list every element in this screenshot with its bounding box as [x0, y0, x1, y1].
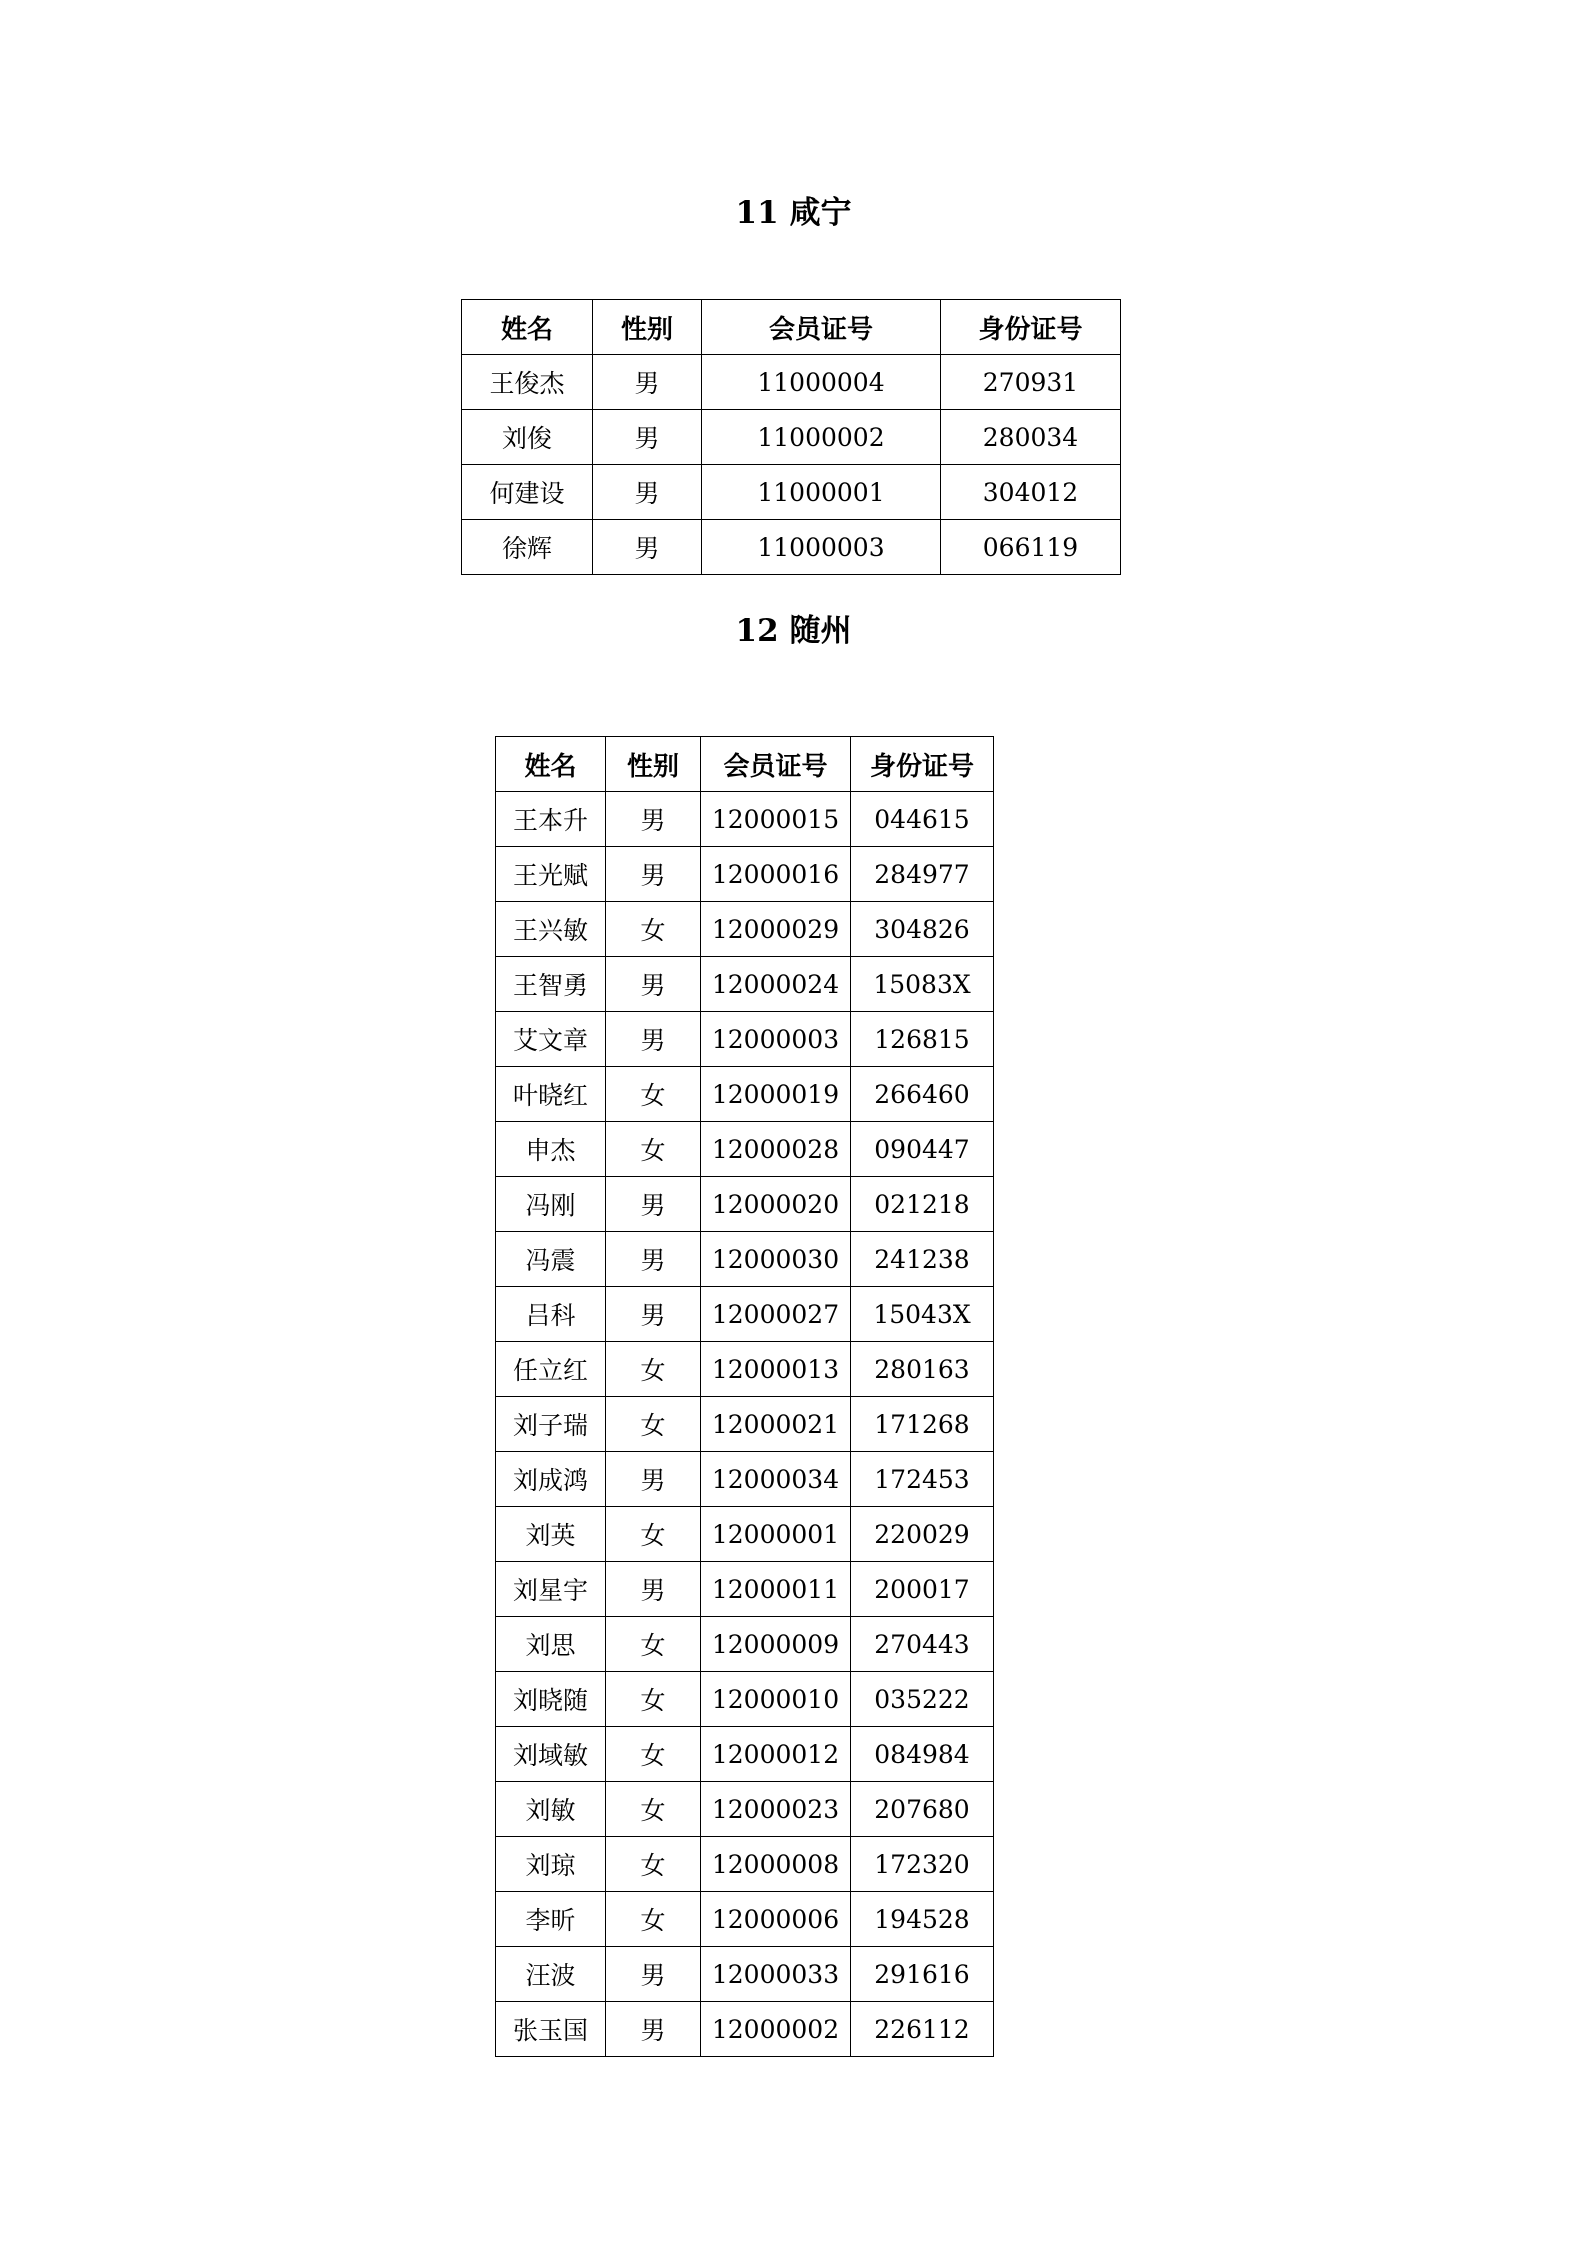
table-row	[496, 847, 994, 902]
cell-member-id: 12000021	[701, 1397, 851, 1452]
table-row	[496, 1122, 994, 1177]
cell-gender: 男	[593, 520, 702, 575]
cell-member-id: 11000004	[702, 355, 941, 410]
cell-name: 刘晓随	[496, 1672, 606, 1727]
cell-gender: 女	[606, 1727, 701, 1782]
cell-id-number: 270931	[941, 355, 1121, 410]
table-row	[496, 1837, 994, 1892]
table-header-row	[496, 737, 994, 792]
cell-member-id: 12000028	[701, 1122, 851, 1177]
table-row	[496, 902, 994, 957]
cell-member-id: 12000027	[701, 1287, 851, 1342]
cell-name: 冯刚	[496, 1177, 606, 1232]
table-row	[496, 1562, 994, 1617]
table-row	[496, 1452, 994, 1507]
cell-id-number: 270443	[851, 1617, 994, 1672]
table-row	[496, 957, 994, 1012]
cell-name: 刘星宇	[496, 1562, 606, 1617]
cell-name: 申杰	[496, 1122, 606, 1177]
cell-member-id: 12000012	[701, 1727, 851, 1782]
cell-name: 刘成鸿	[496, 1452, 606, 1507]
cell-gender: 男	[593, 355, 702, 410]
cell-id-number: 15043X	[851, 1287, 994, 1342]
section-title-xianning: 11 咸宁	[735, 195, 852, 231]
cell-member-id: 12000030	[701, 1232, 851, 1287]
cell-gender: 女	[606, 1397, 701, 1452]
cell-id-number: 226112	[851, 2002, 994, 2057]
cell-id-number: 284977	[851, 847, 994, 902]
cell-member-id: 12000003	[701, 1012, 851, 1067]
cell-id-number: 220029	[851, 1507, 994, 1562]
table-row	[496, 1727, 994, 1782]
cell-gender: 女	[606, 1617, 701, 1672]
header-gender: 性别	[606, 737, 701, 792]
table-row	[496, 1507, 994, 1562]
cell-gender: 男	[606, 1562, 701, 1617]
header-id-number: 身份证号	[851, 737, 994, 792]
table-header-row	[462, 300, 1121, 355]
header-id-number: 身份证号	[941, 300, 1121, 355]
cell-gender: 男	[606, 847, 701, 902]
cell-gender: 男	[606, 1452, 701, 1507]
cell-gender: 男	[606, 1177, 701, 1232]
cell-member-id: 12000010	[701, 1672, 851, 1727]
cell-name: 王智勇	[496, 957, 606, 1012]
table-row	[496, 1287, 994, 1342]
cell-member-id: 12000013	[701, 1342, 851, 1397]
cell-member-id: 12000015	[701, 792, 851, 847]
table-row	[462, 520, 1121, 575]
table-row	[496, 1947, 994, 2002]
cell-name: 王俊杰	[462, 355, 593, 410]
cell-id-number: 044615	[851, 792, 994, 847]
cell-name: 张玉国	[496, 2002, 606, 2057]
cell-name: 李昕	[496, 1892, 606, 1947]
cell-member-id: 12000011	[701, 1562, 851, 1617]
cell-id-number: 126815	[851, 1012, 994, 1067]
cell-id-number: 291616	[851, 1947, 994, 2002]
cell-name: 汪波	[496, 1947, 606, 2002]
cell-id-number: 171268	[851, 1397, 994, 1452]
cell-gender: 男	[593, 465, 702, 520]
cell-gender: 女	[606, 1342, 701, 1397]
cell-gender: 女	[606, 902, 701, 957]
cell-gender: 女	[606, 1122, 701, 1177]
cell-name: 刘俊	[462, 410, 593, 465]
cell-gender: 女	[606, 1837, 701, 1892]
cell-gender: 女	[606, 1782, 701, 1837]
cell-name: 吕科	[496, 1287, 606, 1342]
cell-id-number: 280034	[941, 410, 1121, 465]
cell-member-id: 12000033	[701, 1947, 851, 2002]
cell-name: 刘琼	[496, 1837, 606, 1892]
cell-id-number: 084984	[851, 1727, 994, 1782]
table-row	[496, 1892, 994, 1947]
cell-gender: 男	[606, 1232, 701, 1287]
cell-member-id: 12000034	[701, 1452, 851, 1507]
cell-id-number: 207680	[851, 1782, 994, 1837]
cell-gender: 男	[606, 1012, 701, 1067]
cell-gender: 男	[606, 2002, 701, 2057]
cell-name: 刘敏	[496, 1782, 606, 1837]
cell-gender: 男	[606, 1287, 701, 1342]
table-row	[462, 355, 1121, 410]
table-row	[496, 1672, 994, 1727]
cell-id-number: 266460	[851, 1067, 994, 1122]
table-row	[496, 1012, 994, 1067]
section-title-suizhou: 12 随州	[735, 613, 852, 649]
header-member-id: 会员证号	[701, 737, 851, 792]
cell-id-number: 090447	[851, 1122, 994, 1177]
cell-id-number: 172320	[851, 1837, 994, 1892]
cell-name: 徐辉	[462, 520, 593, 575]
cell-name: 王光赋	[496, 847, 606, 902]
cell-member-id: 12000020	[701, 1177, 851, 1232]
cell-name: 刘思	[496, 1617, 606, 1672]
cell-id-number: 172453	[851, 1452, 994, 1507]
table-row	[496, 1617, 994, 1672]
cell-member-id: 12000008	[701, 1837, 851, 1892]
cell-name: 叶晓红	[496, 1067, 606, 1122]
cell-name: 冯震	[496, 1232, 606, 1287]
cell-gender: 女	[606, 1067, 701, 1122]
cell-member-id: 12000029	[701, 902, 851, 957]
cell-id-number: 035222	[851, 1672, 994, 1727]
cell-id-number: 280163	[851, 1342, 994, 1397]
cell-name: 刘子瑞	[496, 1397, 606, 1452]
cell-member-id: 12000002	[701, 2002, 851, 2057]
cell-id-number: 021218	[851, 1177, 994, 1232]
table-row	[496, 792, 994, 847]
header-gender: 性别	[593, 300, 702, 355]
cell-gender: 男	[606, 1947, 701, 2002]
header-name: 姓名	[462, 300, 593, 355]
cell-id-number: 066119	[941, 520, 1121, 575]
cell-id-number: 194528	[851, 1892, 994, 1947]
cell-name: 刘域敏	[496, 1727, 606, 1782]
cell-gender: 女	[606, 1672, 701, 1727]
cell-gender: 男	[606, 957, 701, 1012]
cell-name: 任立红	[496, 1342, 606, 1397]
cell-id-number: 241238	[851, 1232, 994, 1287]
member-table-suizhou	[495, 736, 994, 2057]
cell-member-id: 11000003	[702, 520, 941, 575]
cell-id-number: 304826	[851, 902, 994, 957]
cell-member-id: 11000001	[702, 465, 941, 520]
table-row	[462, 410, 1121, 465]
cell-member-id: 12000024	[701, 957, 851, 1012]
cell-member-id: 12000016	[701, 847, 851, 902]
cell-member-id: 12000009	[701, 1617, 851, 1672]
cell-member-id: 12000006	[701, 1892, 851, 1947]
table-row	[496, 1232, 994, 1287]
cell-id-number: 304012	[941, 465, 1121, 520]
cell-gender: 男	[593, 410, 702, 465]
table-row	[496, 2002, 994, 2057]
cell-id-number: 15083X	[851, 957, 994, 1012]
cell-gender: 男	[606, 792, 701, 847]
cell-member-id: 12000019	[701, 1067, 851, 1122]
table-row	[496, 1177, 994, 1232]
cell-name: 王本升	[496, 792, 606, 847]
cell-member-id: 12000023	[701, 1782, 851, 1837]
cell-name: 艾文章	[496, 1012, 606, 1067]
header-member-id: 会员证号	[702, 300, 941, 355]
table-row	[496, 1342, 994, 1397]
cell-member-id: 11000002	[702, 410, 941, 465]
cell-name: 何建设	[462, 465, 593, 520]
cell-gender: 女	[606, 1892, 701, 1947]
cell-name: 王兴敏	[496, 902, 606, 957]
cell-id-number: 200017	[851, 1562, 994, 1617]
header-name: 姓名	[496, 737, 606, 792]
member-table-xianning	[461, 299, 1121, 575]
table-row	[462, 465, 1121, 520]
cell-member-id: 12000001	[701, 1507, 851, 1562]
table-row	[496, 1397, 994, 1452]
cell-name: 刘英	[496, 1507, 606, 1562]
cell-gender: 女	[606, 1507, 701, 1562]
table-row	[496, 1782, 994, 1837]
table-row	[496, 1067, 994, 1122]
